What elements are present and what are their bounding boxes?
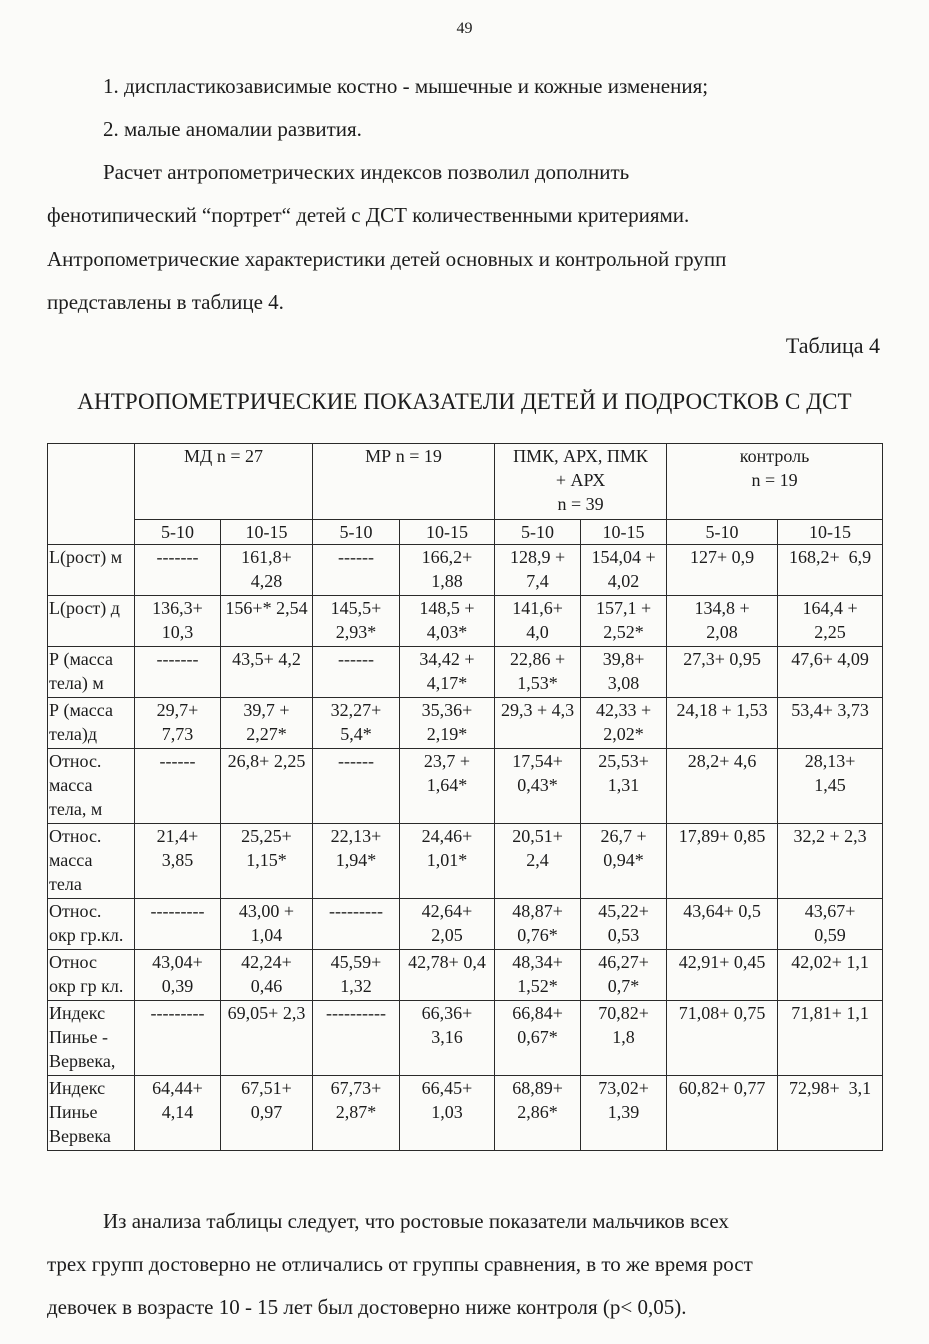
value-cell: 48,34+ 1,52*	[495, 950, 581, 1001]
value-cell: 66,36+ 3,16	[400, 1001, 495, 1076]
value-cell: -------	[135, 647, 221, 698]
value-cell: 42,02+ 1,1	[778, 950, 883, 1001]
value-cell: 157,1 + 2,52*	[581, 596, 667, 647]
value-cell: 154,04 + 4,02	[581, 545, 667, 596]
row-label: Относ. окр гр.кл.	[48, 899, 135, 950]
value-cell: 71,08+ 0,75	[667, 1001, 778, 1076]
value-cell: 67,73+ 2,87*	[313, 1076, 400, 1151]
value-cell: 43,04+ 0,39	[135, 950, 221, 1001]
value-cell: 43,64+ 0,5	[667, 899, 778, 950]
intro-line: фенотипический “портрет“ детей с ДСТ количественными критериями.	[47, 203, 690, 227]
age-header: 10-15	[221, 520, 313, 545]
value-cell: 20,51+ 2,4	[495, 824, 581, 899]
age-header: 5-10	[135, 520, 221, 545]
corner-cell	[48, 444, 135, 545]
anthropometric-table	[47, 443, 883, 1151]
value-cell: 29,7+ 7,73	[135, 698, 221, 749]
table-row	[48, 647, 883, 698]
intro-line: Антропометрические характеристики детей основных и контрольной групп	[47, 247, 727, 271]
value-cell: 166,2+ 1,88	[400, 545, 495, 596]
value-cell: 43,67+ 0,59	[778, 899, 883, 950]
value-cell: 69,05+ 2,3	[221, 1001, 313, 1076]
value-cell: 22,13+ 1,94*	[313, 824, 400, 899]
value-cell: 35,36+ 2,19*	[400, 698, 495, 749]
value-cell: ------	[135, 749, 221, 824]
value-cell: 64,44+ 4,14	[135, 1076, 221, 1151]
row-label: L(рост) д	[48, 596, 135, 647]
value-cell: 47,6+ 4,09	[778, 647, 883, 698]
value-cell: 67,51+ 0,97	[221, 1076, 313, 1151]
value-cell: 28,2+ 4,6	[667, 749, 778, 824]
value-cell: 45,22+ 0,53	[581, 899, 667, 950]
value-cell: 28,13+ 1,45	[778, 749, 883, 824]
value-cell: 136,3+ 10,3	[135, 596, 221, 647]
value-cell: 17,89+ 0,85	[667, 824, 778, 899]
age-header: 5-10	[667, 520, 778, 545]
value-cell: 22,86 + 1,53*	[495, 647, 581, 698]
row-label: Относ. масса тела, м	[48, 749, 135, 824]
value-cell: 34,42 + 4,17*	[400, 647, 495, 698]
table-title: АНТРОПОМЕТРИЧЕСКИЕ ПОКАЗАТЕЛИ ДЕТЕЙ И ПОДРОСТКОВ С ДСТ	[77, 389, 852, 414]
value-cell: 43,00 + 1,04	[221, 899, 313, 950]
value-cell: 48,87+ 0,76*	[495, 899, 581, 950]
value-cell: ------	[313, 749, 400, 824]
group-header: контроль n = 19	[667, 444, 883, 520]
value-cell: 42,91+ 0,45	[667, 950, 778, 1001]
intro-line: 2. малые аномалии развития.	[103, 117, 362, 141]
table-row	[48, 749, 883, 824]
row-label: Относ окр гр кл.	[48, 950, 135, 1001]
page-number: 49	[456, 20, 473, 37]
value-cell: 148,5 + 4,03*	[400, 596, 495, 647]
value-cell: ---------	[313, 899, 400, 950]
value-cell: 73,02+ 1,39	[581, 1076, 667, 1151]
group-header: ПМК, АРХ, ПМК + АРХ n = 39	[495, 444, 667, 520]
value-cell: 145,5+ 2,93*	[313, 596, 400, 647]
value-cell: 21,4+ 3,85	[135, 824, 221, 899]
table-row	[48, 824, 883, 899]
table-row	[48, 950, 883, 1001]
value-cell: ------	[313, 545, 400, 596]
table-caption: Таблица 4	[785, 333, 880, 358]
value-cell: 46,27+ 0,7*	[581, 950, 667, 1001]
outro-line: девочек в возрасте 10 - 15 лет был достоверно ниже контроля (p< 0,05).	[47, 1295, 687, 1319]
value-cell: 32,27+ 5,4*	[313, 698, 400, 749]
value-cell: 164,4 + 2,25	[778, 596, 883, 647]
value-cell: ------	[313, 647, 400, 698]
value-cell: 42,78+ 0,4	[400, 950, 495, 1001]
value-cell: 25,53+ 1,31	[581, 749, 667, 824]
row-label: L(рост) м	[48, 545, 135, 596]
value-cell: 26,7 + 0,94*	[581, 824, 667, 899]
age-header: 5-10	[495, 520, 581, 545]
value-cell: ----------	[313, 1001, 400, 1076]
value-cell: 39,7 + 2,27*	[221, 698, 313, 749]
value-cell: 29,3 + 4,3	[495, 698, 581, 749]
value-cell: 32,2 + 2,3	[778, 824, 883, 899]
value-cell: 42,24+ 0,46	[221, 950, 313, 1001]
table-row	[48, 899, 883, 950]
value-cell: 127+ 0,9	[667, 545, 778, 596]
table-row	[48, 596, 883, 647]
row-label: Относ. масса тела	[48, 824, 135, 899]
value-cell: 156+* 2,54	[221, 596, 313, 647]
value-cell: 141,6+ 4,0	[495, 596, 581, 647]
value-cell: -------	[135, 545, 221, 596]
value-cell: 134,8 + 2,08	[667, 596, 778, 647]
value-cell: 42,64+ 2,05	[400, 899, 495, 950]
value-cell: 24,18 + 1,53	[667, 698, 778, 749]
value-cell: 161,8+ 4,28	[221, 545, 313, 596]
value-cell: 45,59+ 1,32	[313, 950, 400, 1001]
value-cell: 42,33 + 2,02*	[581, 698, 667, 749]
value-cell: 60,82+ 0,77	[667, 1076, 778, 1151]
value-cell: 68,89+ 2,86*	[495, 1076, 581, 1151]
value-cell: 26,8+ 2,25	[221, 749, 313, 824]
value-cell: 23,7 + 1,64*	[400, 749, 495, 824]
age-header: 10-15	[400, 520, 495, 545]
value-cell: 27,3+ 0,95	[667, 647, 778, 698]
value-cell: 17,54+ 0,43*	[495, 749, 581, 824]
outro-line: Из анализа таблицы следует, что ростовые показатели мальчиков всех	[103, 1209, 729, 1233]
value-cell: 24,46+ 1,01*	[400, 824, 495, 899]
value-cell: 71,81+ 1,1	[778, 1001, 883, 1076]
table-row	[48, 1001, 883, 1076]
table-row	[48, 698, 883, 749]
outro-line: трех групп достоверно не отличались от группы сравнения, в то же время рост	[47, 1252, 753, 1276]
row-label: Индекс Пинье - Вервека,	[48, 1001, 135, 1076]
row-label: Индекс Пинье Вервека	[48, 1076, 135, 1151]
value-cell: 43,5+ 4,2	[221, 647, 313, 698]
age-header: 5-10	[313, 520, 400, 545]
value-cell: 66,84+ 0,67*	[495, 1001, 581, 1076]
value-cell: 25,25+ 1,15*	[221, 824, 313, 899]
table-row	[48, 545, 883, 596]
value-cell: 72,98+ 3,1	[778, 1076, 883, 1151]
intro-line: Расчет антропометрических индексов позволил дополнить	[103, 160, 630, 184]
value-cell: 66,45+ 1,03	[400, 1076, 495, 1151]
value-cell: ---------	[135, 899, 221, 950]
row-label: Р (масса тела) м	[48, 647, 135, 698]
intro-line: представлены в таблице 4.	[47, 290, 284, 314]
age-header: 10-15	[778, 520, 883, 545]
age-header: 10-15	[581, 520, 667, 545]
value-cell: 39,8+ 3,08	[581, 647, 667, 698]
value-cell: 53,4+ 3,73	[778, 698, 883, 749]
value-cell: 168,2+ 6,9	[778, 545, 883, 596]
row-label: Р (масса тела)д	[48, 698, 135, 749]
group-header: МД n = 27	[135, 444, 313, 520]
table-row	[48, 1076, 883, 1151]
group-header: МР n = 19	[313, 444, 495, 520]
value-cell: 128,9 + 7,4	[495, 545, 581, 596]
intro-line: 1. диспластикозависимые костно - мышечные и кожные изменения;	[103, 74, 709, 98]
value-cell: 70,82+ 1,8	[581, 1001, 667, 1076]
value-cell: ---------	[135, 1001, 221, 1076]
